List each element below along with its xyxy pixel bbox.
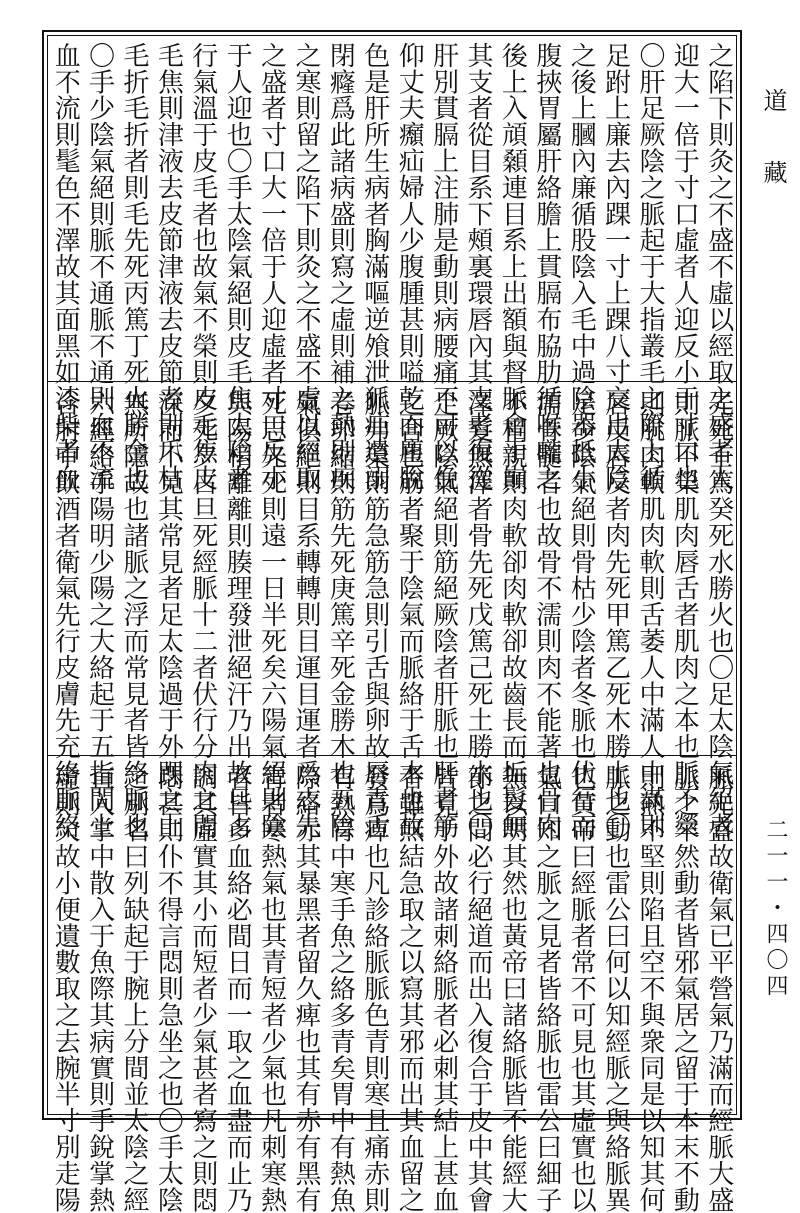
text-column: 于人迎也〇手太陰氣絕則皮毛焦太陰者 — [222, 42, 253, 491]
text-column: 脈弗榮則筋急筋急則引舌與卵故唇青舌 — [359, 390, 390, 839]
text-column: 不相親則肉軟卻肉軟卻故齒長而垢髮無 — [497, 390, 528, 839]
text-column: 青者寒熱氣也其青短者少氣也凡刺寒熱 — [256, 764, 287, 1213]
text-column: 毛折毛折者則毛先死丙篤丁死火勝金也 — [119, 42, 149, 491]
margin-page-number: 二一一・四〇四 — [763, 818, 788, 1000]
text-column: 者雖無結急取之以寫其邪而出其血留之 — [394, 764, 425, 1213]
text-column: 〇肝足厥陰之脈起于大指叢毛之際上循 — [635, 42, 665, 491]
text-column: 深而不見其常見者足太陰過于外踝之上 — [153, 390, 184, 839]
text-column: 直入掌中散入于魚際其病實則手銳掌熱 — [84, 764, 115, 1213]
text-column: 氣俱絕則目系轉轉則目運目運者爲志先 — [291, 390, 321, 839]
text-column: 色是肝所生病者胸滿嘔逆飧泄狐疝遺溺 — [359, 42, 390, 491]
text-column: 之寒則留之陷下則灸之不盛不虛以經取 — [291, 42, 321, 491]
text-register-1 — [48, 36, 736, 491]
text-column: 〇手少陰氣絕則脈不通脈不通則血不流 — [84, 42, 115, 491]
text-column: 之盛者寸口大一倍于人迎虛者寸口反小 — [256, 42, 287, 491]
text-column: 無以明其然也黃帝曰諸絡脈皆不能經大 — [497, 764, 528, 1213]
text-column: 脈先盛故衛氣已平營氣乃滿而經脈大盛 — [703, 764, 734, 1213]
text-column: 迎大一倍于寸口虛者人迎反小于寸口也 — [669, 42, 700, 491]
text-register-2 — [48, 384, 736, 839]
text-column: 合肘中飲酒者衛氣先行皮膚先充絡脈絡 — [50, 390, 81, 839]
text-column: 之合也筋者聚于陰氣而脈絡于舌本也故 — [394, 390, 425, 839]
text-column: 腹挾胃屬肝絡膽上貫膈布脇肋循喉嚨之 — [531, 42, 562, 491]
text-column: 與陽相離離則腠理發泄絕汗乃出故旦占 — [222, 390, 253, 839]
text-column: 調其虛實其小而短者少氣甚者寫之則悶 — [187, 764, 218, 1213]
text-column: 之陷下則灸之不盛不虛以經取之盛者人 — [703, 42, 734, 491]
text-column: 足跗上廉去內踝一寸上踝八寸交出太陰 — [600, 42, 631, 491]
text-column: 唇反唇反者肉先死甲篤乙死木勝土也〇 — [600, 390, 631, 839]
text-column: 行氣溫于皮毛者也故氣不榮則皮毛焦皮 — [187, 42, 218, 491]
text-column: 無所隱故也諸脈之浮而常見者皆絡脈也 — [119, 390, 149, 839]
text-column: 夕死夕占旦死經脈十二者伏行分肉之間 — [187, 390, 218, 839]
text-column: 有熱胃中寒手魚之絡多青矣胃中有熱魚 — [325, 764, 356, 1213]
text-column: 濡骨髓者也故骨不濡則肉不能著也骨肉 — [531, 390, 562, 839]
text-column: 則熱不堅則陷且空不與衆同是以知其何 — [635, 764, 665, 1213]
text-column: 血不流則髦色不澤故其面黑如漆柴者血 — [50, 42, 81, 491]
text-column: 後上入頏顙連目系上出額與督脈會于巔 — [497, 42, 528, 491]
text-column: 悶甚則仆不得言悶則急坐之也〇手太陰 — [153, 764, 184, 1213]
text-column: 脈之動也雷公曰何以知經脈之與絡脈異 — [600, 764, 631, 1213]
text-column: 氣口知之脈之見者皆絡脈也雷公曰細子 — [531, 764, 562, 1213]
text-column: 足厥陰氣絕則筋絕厥陰者肝脈也肝者筋 — [428, 390, 459, 839]
text-column: 也黃帝曰經脈者常不可見也其虛實也以 — [566, 764, 597, 1213]
text-column: 之別名曰列缺起于腕上分間並太陰之經 — [119, 764, 149, 1213]
text-column: 六經絡手陽明少陽之大絡起于五指間上 — [84, 390, 115, 839]
text-column: 則脈不榮肌肉唇舌者肌肉之本也脈不榮 — [669, 390, 700, 839]
text-column: 卷卵縮則筋先死庚篤辛死金勝木也五陰 — [325, 390, 356, 839]
text-column: 際絡赤其暴黑者留久痺也其有赤有黑有 — [291, 764, 321, 1213]
text-column: 皆見于外故諸刺絡脈者必刺其結上甚血 — [428, 764, 459, 1213]
text-column: 閉癃爲此諸病盛則寫之虛則補之熱則疾 — [325, 42, 356, 491]
text-column: 其支者從目系下頰裏環唇內其支者復從 — [463, 42, 493, 491]
text-column: 毛焦則津液去皮節津液去皮節者則爪枯 — [153, 42, 184, 491]
text-column: 澤髮無澤者骨先死戊篤己死土勝水也〇 — [463, 390, 493, 839]
text-column: 之後上膕內廉循股陰入毛中過陰器抵小 — [566, 42, 597, 491]
text-column: 死志先死則遠一日半死矣六陽氣絕則陰 — [256, 390, 287, 839]
text-column: 發爲痺也凡診絡脈脈色青則寒且痛赤則 — [359, 764, 390, 1213]
text-column: 肝別貫膈上注肺是動則病腰痛不可以俛 — [428, 42, 459, 491]
margin-title: 道藏 — [759, 88, 787, 232]
text-column: 則肌肉軟肌肉軟則舌萎人中滿人中滿則 — [635, 390, 665, 839]
text-register-3 — [48, 758, 736, 1213]
text-column: 先死壬篤癸死水勝火也〇足太陰氣絕者 — [703, 390, 734, 839]
text-column: 足少陰氣絕則骨枯少陰者冬脈也伏行而 — [566, 390, 597, 839]
text-column: 脈之卒然動者皆邪氣居之留于本末不動 — [669, 764, 700, 1213]
text-column: 節之間必行絕道而出入復合于皮中其會 — [463, 764, 493, 1213]
text-column: 仰丈夫㿗疝婦人少腹腫甚則嗌乾面塵脫 — [394, 42, 425, 491]
register-divider-2 — [47, 755, 737, 756]
register-divider-1 — [47, 381, 737, 382]
text-column: 虛則欠故小便遺數取之去腕半寸別走陽 — [50, 764, 81, 1213]
text-column: 者皆多血絡必間日而一取之血盡而止乃 — [222, 764, 253, 1213]
